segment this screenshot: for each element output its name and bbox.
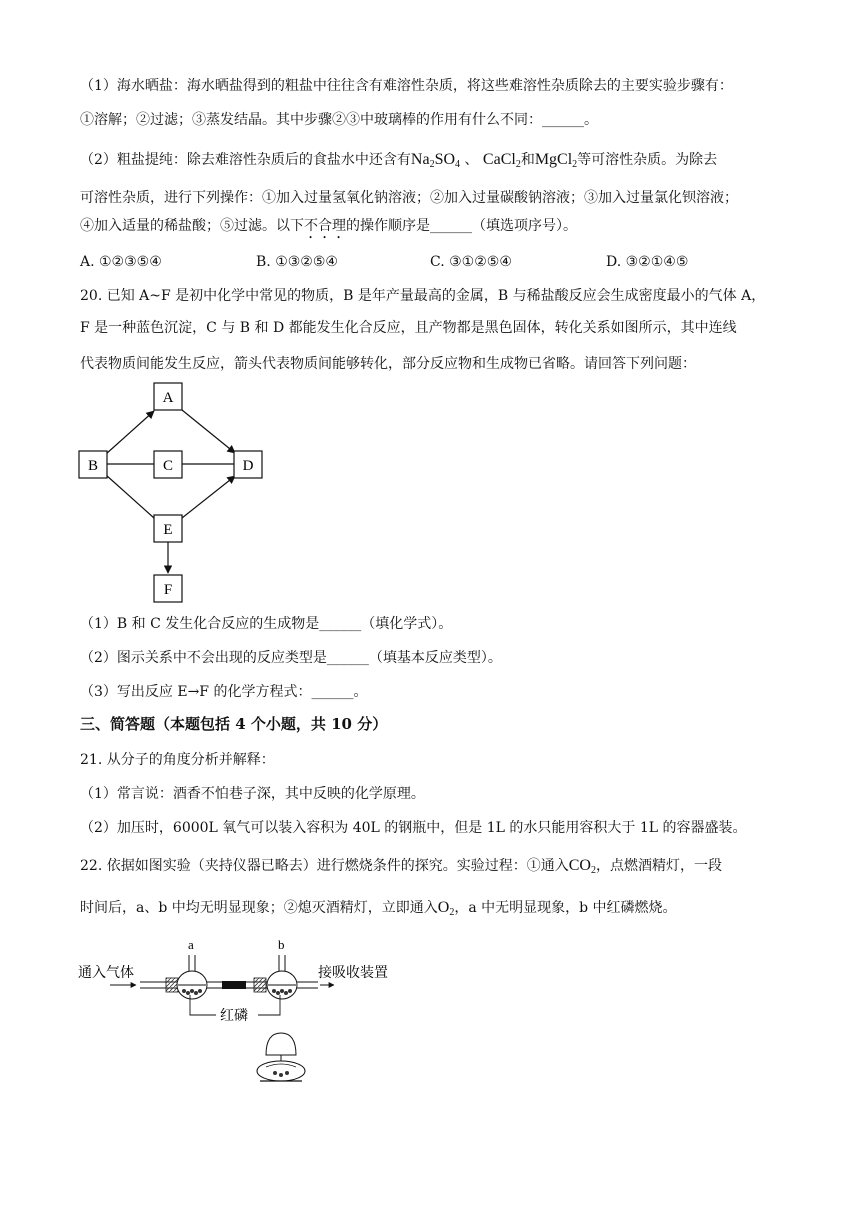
arrow-a-to-d [182, 410, 235, 453]
node-d [234, 451, 262, 478]
line-b-e [106, 475, 154, 518]
q21-sub2: （2）加压时，6000L 氧气可以装入容积为 40L 的钢瓶中，但是 1L 的水只能用容积大于 1L 的容器盛装。 [80, 820, 747, 836]
stopper-b [254, 978, 266, 992]
red-phosphorus-label: 红磷 [220, 1009, 248, 1024]
arrow-e-to-d [182, 476, 235, 518]
svg-text:B: B [87, 458, 99, 474]
svg-text:D: D [242, 458, 254, 474]
option-d: D. ③②①④⑤ [606, 254, 689, 270]
node-f [154, 575, 182, 602]
section-heading: 三、简答题（本题包括 4 个小题，共 10 分） [80, 715, 388, 733]
q20-line1: 20. 已知 A~F 是初中化学中常见的物质，B 是年产量最高的金属，B 与稀盐酸反应会生成密度最小的气体 A， [80, 288, 766, 304]
q20-line3: 代表物质间能发生反应，箭头代表物质间能够转化，部分反应物和生成物已省略。请回答下列问题： [80, 356, 696, 372]
q22-line1: 22. 依据如图实验（夹持仪器已略去）进行燃烧条件的探究。实验过程：①通入$CO_2$，点燃酒精灯，一段 [80, 857, 722, 876]
label-a: a [188, 937, 194, 952]
q21-sub1: （1）常言说：酒香不怕巷子深，其中反映的化学原理。 [80, 786, 425, 802]
absorber-label: 接吸收装置 [318, 966, 388, 981]
emphasis-not-reasonable: 不合理 [304, 218, 346, 234]
arrow-b-to-a [106, 411, 154, 454]
bulb-a [177, 955, 207, 999]
svg-text:A: A [162, 390, 174, 406]
q19-part1-line1: （1）海水晒盐：海水晒盐得到的粗盐中往往含有难溶性杂质，将这些难溶性杂质除去的主要实验步骤有： [80, 78, 733, 94]
svg-text:F: F [163, 582, 173, 598]
node-a [154, 383, 182, 410]
q19-part2-line2: 可溶性杂质，进行下列操作：①加入过量氢氧化钠溶液；②加入过量碳酸钠溶液；③加入过量氯化钡溶液； [80, 190, 738, 206]
gas-inlet-label: 通入气体 [78, 966, 134, 981]
node-c [154, 451, 182, 478]
combustion-apparatus [70, 935, 410, 1085]
option-c: C. ③①②⑤④ [430, 254, 512, 270]
q20-sub3: （3）写出反应 E→F 的化学方程式：______。 [80, 684, 368, 700]
q19-part2-line3: ④加入适量的稀盐酸；⑤过滤。以下不合理的操作顺序是______（填选项序号）。 [80, 218, 577, 234]
relation-diagram [70, 375, 290, 610]
q19-part2-line1: （2）粗盐提纯：除去难溶性杂质后的食盐水中还含有$Na_2SO_4$ 、 CaCl$_2$和MgCl$_2$等可溶性杂质。为除去 [80, 151, 718, 170]
q20-sub2: （2）图示关系中不会出现的反应类型是______（填基本反应类型）。 [80, 650, 502, 666]
q20-sub1: （1）B 和 C 发生化合反应的生成物是______（填化学式）。 [80, 616, 453, 632]
option-a: A. ①②③⑤④ [80, 254, 162, 270]
label-b: b [278, 937, 285, 952]
connector-tube [222, 981, 246, 989]
svg-text:C: C [162, 458, 174, 474]
option-b: B. ①③②⑤④ [256, 254, 338, 270]
stopper-a [166, 978, 178, 992]
bulb-b [267, 955, 297, 999]
q22-line2: 时间后，a、b 中均无明显现象；②熄灭酒精灯，立即通入$O_2$，a 中无明显现象，b 中红磷燃烧。 [80, 899, 677, 918]
node-e [154, 515, 182, 542]
q21-line1: 21. 从分子的角度分析并解释： [80, 752, 275, 768]
alcohol-lamp [257, 1033, 305, 1081]
q20-line2: F 是一种蓝色沉淀，C 与 B 和 D 都能发生化合反应，且产物都是黑色固体，转化关系如图所示，其中连线 [80, 320, 737, 336]
q19-part1-line2: ①溶解；②过滤；③蒸发结晶。其中步骤②③中玻璃棒的作用有什么不同：______。 [80, 112, 598, 128]
node-b [79, 451, 107, 478]
svg-text:E: E [163, 522, 173, 538]
